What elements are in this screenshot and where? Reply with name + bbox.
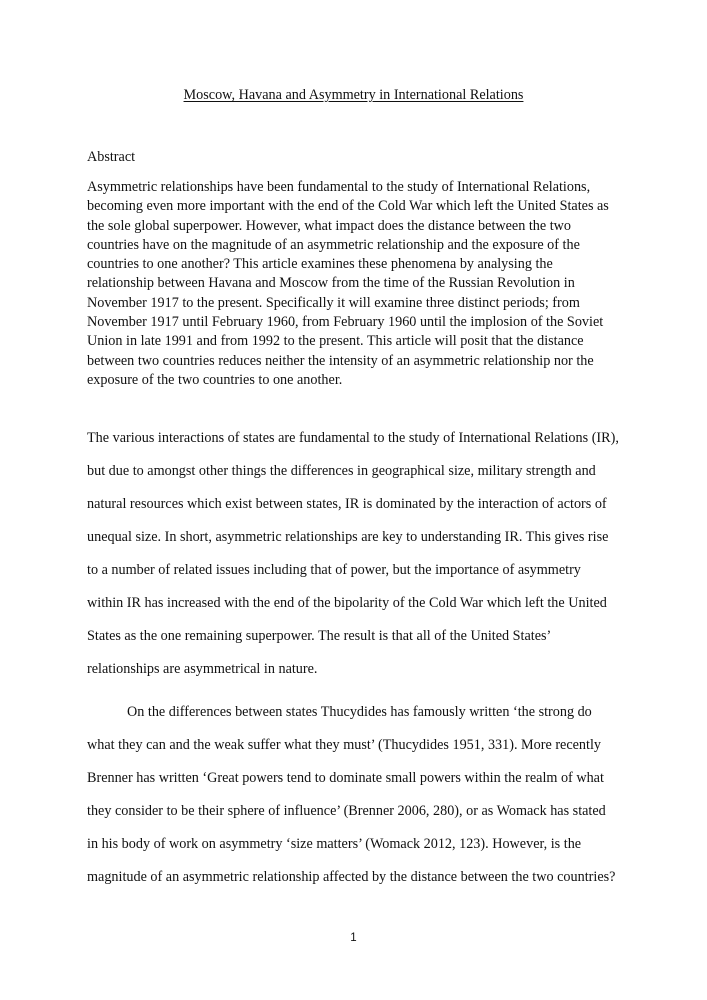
paragraph-2-line: in his body of work on asymmetry ‘size matters’ (Womack 2012, 123). However, is the xyxy=(87,836,582,852)
paragraph-1-line: States as the one remaining superpower. The result is that all of the United States’ xyxy=(87,628,552,644)
paper-title: Moscow, Havana and Asymmetry in International Relations xyxy=(183,87,524,103)
abstract-line: the sole global superpower. However, what impact does the distance between the two xyxy=(87,217,572,234)
paragraph-2-line: On the differences between states Thucydides has famously written ‘the strong do xyxy=(127,704,592,720)
abstract-heading: Abstract xyxy=(87,149,136,165)
abstract-line: countries to one another? This article examines these phenomena by analysing the xyxy=(87,256,553,273)
paragraph-1-line: natural resources which exist between states, IR is dominated by the interaction of actors of xyxy=(87,496,607,512)
abstract-line: becoming even more important with the end of the Cold War which left the United States as xyxy=(87,198,609,215)
paragraph-1-line: but due to amongst other things the differences in geographical size, military strength and xyxy=(87,463,596,479)
abstract-line: relationship between Havana and Moscow from the time of the Russian Revolution in xyxy=(87,275,575,292)
paragraph-1-line: The various interactions of states are fundamental to the study of International Relations (IR), xyxy=(87,430,619,446)
abstract-line: exposure of the two countries to one another. xyxy=(87,371,343,388)
abstract-line: Union in late 1991 and from 1992 to the present. This article will posit that the distance xyxy=(87,333,584,350)
page-number: 1 xyxy=(350,932,357,944)
paragraph-2-line: Brenner has written ‘Great powers tend to dominate small powers within the realm of what xyxy=(87,770,604,786)
abstract-line: between two countries reduces neither the intensity of an asymmetric relationship nor the xyxy=(87,352,594,369)
paragraph-2-line: they consider to be their sphere of influence’ (Brenner 2006, 280), or as Womack has stated xyxy=(87,803,606,819)
paragraph-2-line: magnitude of an asymmetric relationship affected by the distance between the two countries? xyxy=(87,869,616,885)
paragraph-1-line: to a number of related issues including that of power, but the importance of asymmetry xyxy=(87,562,581,578)
abstract-line: November 1917 to the present. Specifically it will examine three distinct periods; from xyxy=(87,294,580,311)
abstract-line: Asymmetric relationships have been fundamental to the study of International Relations, xyxy=(87,179,591,195)
paragraph-1-line: unequal size. In short, asymmetric relationships are key to understanding IR. This gives rise xyxy=(87,529,609,545)
abstract-line: countries have on the magnitude of an asymmetric relationship and the exposure of the xyxy=(87,236,580,253)
paragraph-1-line: within IR has increased with the end of the bipolarity of the Cold War which left the United xyxy=(87,595,607,611)
abstract-line: November 1917 until February 1960, from February 1960 until the implosion of the Soviet xyxy=(87,314,604,331)
abstract-body xyxy=(87,178,625,390)
paragraph-1-line: relationships are asymmetrical in nature. xyxy=(87,661,318,677)
paragraph-2-line: what they can and the weak suffer what they must’ (Thucydides 1951, 331). More recently xyxy=(87,737,602,753)
